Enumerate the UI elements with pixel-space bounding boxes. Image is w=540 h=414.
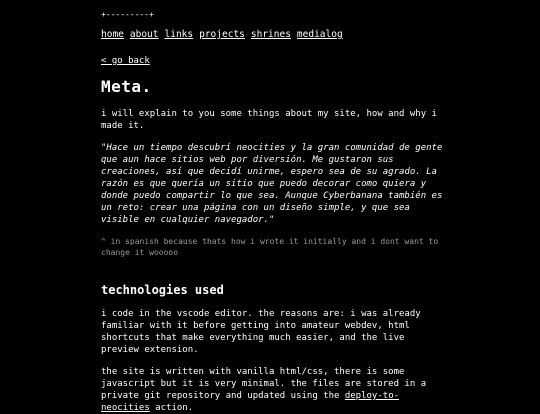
nav-link-home[interactable]: home	[101, 29, 124, 40]
nav-link-shrines[interactable]: shrines	[250, 29, 291, 40]
technologies-text-after-link: action.	[149, 403, 194, 413]
back-container	[101, 55, 443, 67]
technologies-paragraph-1: i code in the vscode editor. the reasons are: i was already familiar with it before getting into amateur webdev, html shortcuts that make everything much easier, and the live preview extension.	[101, 309, 421, 355]
go-back-link[interactable]: < go back	[101, 56, 150, 66]
technologies-paragraph-2	[101, 366, 443, 414]
page-title: Meta.	[101, 77, 152, 96]
main-nav	[101, 29, 443, 41]
nav-link-about[interactable]: about	[129, 29, 159, 40]
deploy-to-neocities-link[interactable]: deploy-to-neocities	[101, 391, 400, 413]
ascii-banner: +---------+	[101, 11, 154, 20]
nav-link-links[interactable]: links	[164, 29, 194, 40]
technologies-text-before-link: the site is written with vanilla html/css, there is some javascript but it is very minimal. the files are stored in a private git repository and updated using the	[101, 367, 427, 401]
nav-link-projects[interactable]: projects	[199, 29, 245, 40]
page-content	[101, 11, 443, 414]
nav-link-medialog[interactable]: medialog	[296, 29, 343, 40]
section-heading-technologies: technologies used	[101, 283, 224, 297]
spanish-note: ^ in spanish because thats how i wrote it initially and i dont want to change it wooooo	[101, 237, 439, 257]
intro-paragraph: i will explain to you some things about my site, how and why i made it.	[101, 109, 437, 131]
spanish-quote: "Hace un tiempo descubrí neocities y la gran comunidad de gente que aun hace sitios web por diversión. Me gustaron sus creaciones, así que decidí unirme, espero sea de su agrado. La razón es que quería un sitio que puedo decorar como quiera y donde puedo compartir lo que sea. Aunque Cyberbanana también es un reto: crear una página con un diseño simple, y que sea visible en cualquier navegador."	[101, 143, 443, 225]
